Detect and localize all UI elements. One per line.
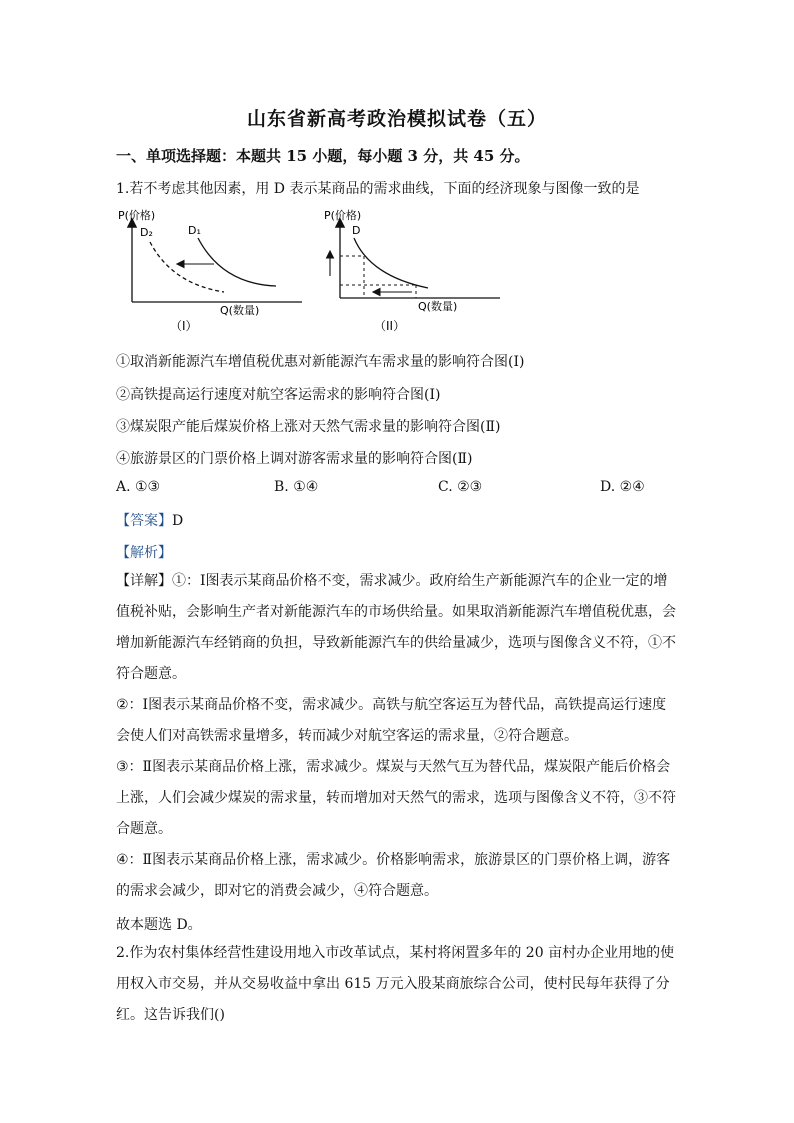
statement-1: ①取消新能源汽车增值税优惠对新能源汽车需求量的影响符合图(I) [116, 354, 525, 370]
detail-text-1: ①：Ⅰ图表示某商品价格不变，需求减少。政府给生产新能源汽车的企业一定的增值税补贴，会影响生产者对新能源汽车的市场供给量。如果取消新能源汽车增值税优惠，会增加新能源汽车经销商的负担，导致新能源汽车的供给量减少，选项与图像含义不符，①不符合题意。 [116, 573, 676, 682]
option-b: B. ①④ [274, 479, 319, 495]
detail-paragraph-4: ④：Ⅱ图表示某商品价格上涨，需求减少。价格影响需求，旅游景区的门票价格上调，游客的需求会减少，即对它的消费会减少，④符合题意。 [116, 852, 671, 899]
curve-d2-label: D₂ [140, 226, 153, 239]
x-axis-label: Q(数量) [418, 300, 458, 313]
curve-d [354, 238, 428, 288]
detail-label: 【详解】 [116, 573, 172, 589]
curve-d2 [150, 242, 224, 292]
option-c: C. ②③ [438, 479, 483, 495]
option-a: A. ①③ [116, 479, 161, 495]
question-2-stem: 2.作为农村集体经营性建设用地入市改革试点，某村将闲置多年的 20 亩村办企业用地的使用权入市交易，并从交易收益中拿出 615 万元入股某商旅综合公司，使村民每年获得了分红。这告诉我们() [116, 945, 675, 1023]
statement-4: ④旅游景区的门票价格上调对游客需求量的影响符合图(Ⅱ) [116, 451, 473, 467]
analysis-line [116, 542, 172, 562]
curve-d1-label: D₁ [188, 224, 201, 237]
page-title: 山东省新高考政治模拟试卷（五） [246, 108, 547, 130]
analysis-label: 【解析】 [116, 545, 172, 561]
curve-d1 [198, 238, 276, 286]
y-axis-label: P(价格) [324, 209, 362, 222]
figure-2-movement-along-curve [320, 206, 510, 338]
figure-2-caption: （II） [374, 319, 406, 333]
statement-2: ②高铁提高运行速度对航空客运需求的影响符合图(I) [116, 387, 441, 403]
option-d: D. ②④ [600, 479, 645, 495]
detail-paragraph-1 [116, 566, 678, 690]
conclusion: 故本题选 D。 [116, 917, 202, 933]
answer-line [116, 510, 183, 530]
answer-label: 【答案】 [116, 513, 172, 529]
y-axis-label: P(价格) [118, 209, 156, 222]
detail-paragraph-3: ③：Ⅱ图表示某商品价格上涨，需求减少。煤炭与天然气互为替代品，煤炭限产能后价格会上涨，人们会减少煤炭的需求量，转而增加对天然气的需求，选项与图像含义不符，③不符合题意。 [116, 759, 676, 837]
answer-value: D [172, 513, 184, 529]
statement-3: ③煤炭限产能后煤炭价格上涨对天然气需求量的影响符合图(Ⅱ) [116, 419, 501, 435]
detail-paragraph-2: ②：Ⅰ图表示某商品价格不变，需求减少。高铁与航空客运互为替代品，高铁提高运行速度会使人们对高铁需求量增多，转而减少对航空客运的需求量，②符合题意。 [116, 697, 667, 744]
x-axis-label: Q(数量) [220, 304, 260, 317]
section-heading: 一、单项选择题：本题共 15 小题，每小题 3 分，共 45 分。 [116, 147, 530, 165]
question-1-stem: 1.若不考虑其他因素，用 D 表示某商品的需求曲线，下面的经济现象与图像一致的是 [116, 181, 640, 197]
figure-1-demand-shift [112, 206, 312, 338]
figure-1-caption: （I） [170, 319, 198, 333]
curve-d-label: D [352, 224, 361, 237]
